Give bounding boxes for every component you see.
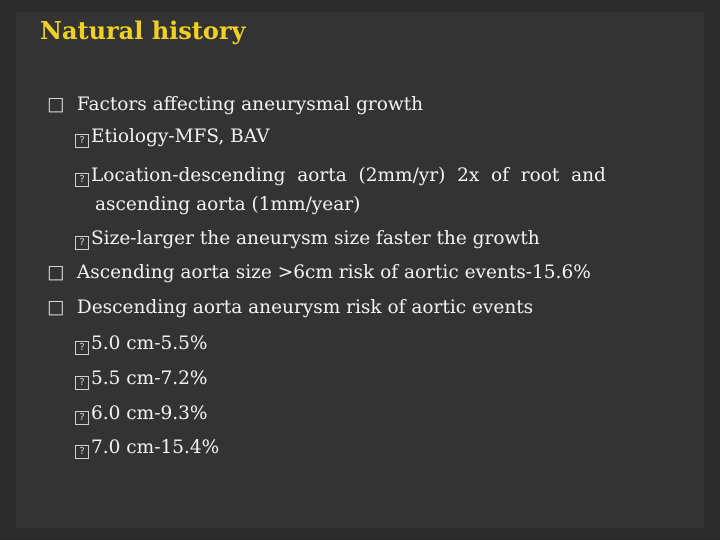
sub-bullet-icon: ? [75,341,89,355]
slide-title: Natural history [40,16,246,45]
sub-bullet-item [75,165,606,187]
bullet-text: Descending aorta aneurysm risk of aortic events [76,297,534,318]
bullet-icon: □ [47,262,65,283]
sub-bullet-item [75,403,207,425]
sub-bullet-icon: ? [75,134,89,148]
bullet-item [47,297,533,319]
sub-bullet-item [75,228,540,250]
sub-bullet-text: 6.0 cm-9.3% [91,403,208,424]
sub-bullet-text: 7.0 cm-15.4% [91,437,220,458]
sub-bullet-icon: ? [75,173,89,187]
sub-bullet-item [75,368,207,390]
sub-bullet-icon: ? [75,376,89,390]
sub-bullet-icon: ? [75,236,89,250]
sub-bullet-text: Etiology-MFS, BAV [91,126,270,147]
sub-bullet-text: 5.0 cm-5.5% [91,333,208,354]
sub-bullet-item [75,437,219,459]
bullet-text: Factors affecting aneurysmal growth [76,94,424,115]
sub-bullet-text: Location-descending aorta (2mm/yr) 2x of root and [91,165,606,186]
sub-bullet-text: 5.5 cm-7.2% [91,368,208,389]
bullet-item [47,94,423,116]
sub-bullet-text: Size-larger the aneurysm size faster the growth [91,228,540,249]
bullet-text: Ascending aorta size >6cm risk of aortic events-15.6% [76,262,591,283]
sub-bullet-item [75,126,270,148]
bullet-icon: □ [47,297,65,318]
sub-bullet-icon: ? [75,445,89,459]
sub-bullet-continuation [95,194,360,216]
bullet-item [47,262,591,284]
bullet-icon: □ [47,94,65,115]
sub-bullet-icon: ? [75,411,89,425]
sub-bullet-text: ascending aorta (1mm/year) [95,194,361,215]
sub-bullet-item [75,333,207,355]
